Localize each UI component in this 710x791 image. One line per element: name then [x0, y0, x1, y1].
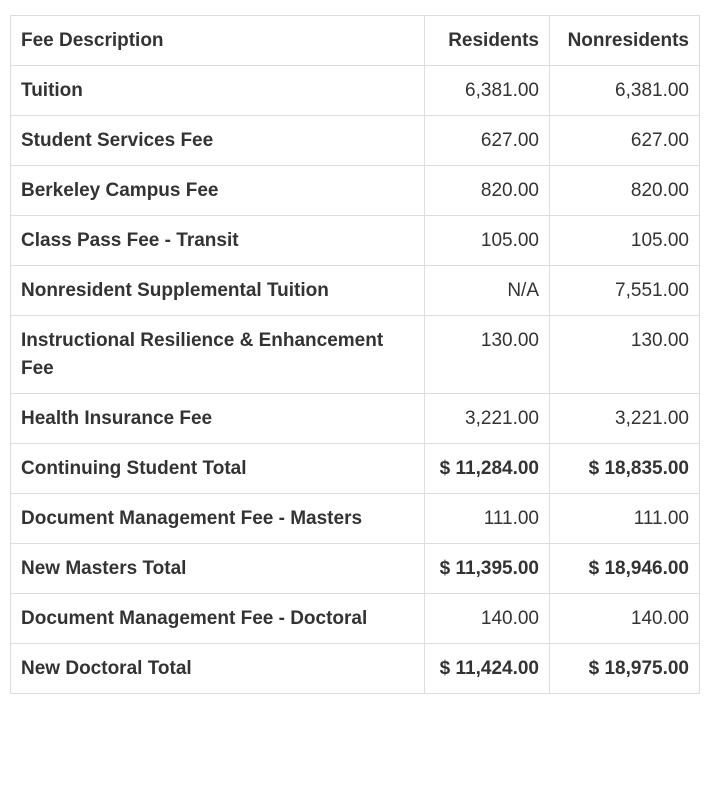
nonresidents-amount-cell: 7,551.00	[550, 266, 700, 316]
fee-table	[10, 15, 700, 694]
fee-description-cell: Instructional Resilience & Enhancement Fee	[11, 316, 425, 394]
nonresidents-amount-cell: 820.00	[550, 166, 700, 216]
fee-description-cell: Document Management Fee - Doctoral	[11, 594, 425, 644]
table-row	[11, 166, 700, 216]
table-row	[11, 494, 700, 544]
residents-amount-cell: $ 11,395.00	[425, 544, 550, 594]
nonresidents-amount-cell: $ 18,946.00	[550, 544, 700, 594]
residents-amount-cell: $ 11,284.00	[425, 444, 550, 494]
nonresidents-amount-cell: 6,381.00	[550, 66, 700, 116]
table-header-row	[11, 16, 700, 66]
fee-description-cell: Berkeley Campus Fee	[11, 166, 425, 216]
residents-amount-cell: 111.00	[425, 494, 550, 544]
residents-amount-cell: 820.00	[425, 166, 550, 216]
table-row	[11, 116, 700, 166]
table-row	[11, 544, 700, 594]
fee-description-cell: New Masters Total	[11, 544, 425, 594]
nonresidents-amount-cell: 130.00	[550, 316, 700, 394]
header-nonresidents: Nonresidents	[550, 16, 700, 66]
nonresidents-amount-cell: 627.00	[550, 116, 700, 166]
residents-amount-cell: 627.00	[425, 116, 550, 166]
fee-description-cell: Tuition	[11, 66, 425, 116]
table-row	[11, 66, 700, 116]
fee-table-container	[10, 15, 700, 694]
fee-description-cell: Nonresident Supplemental Tuition	[11, 266, 425, 316]
fee-description-cell: Document Management Fee - Masters	[11, 494, 425, 544]
table-row	[11, 316, 700, 394]
table-row	[11, 394, 700, 444]
table-row	[11, 594, 700, 644]
residents-amount-cell: $ 11,424.00	[425, 644, 550, 694]
header-residents: Residents	[425, 16, 550, 66]
residents-amount-cell: N/A	[425, 266, 550, 316]
residents-amount-cell: 6,381.00	[425, 66, 550, 116]
fee-description-cell: Student Services Fee	[11, 116, 425, 166]
table-body	[11, 66, 700, 694]
header-fee-description: Fee Description	[11, 16, 425, 66]
residents-amount-cell: 140.00	[425, 594, 550, 644]
fee-description-cell: Continuing Student Total	[11, 444, 425, 494]
fee-description-cell: Class Pass Fee - Transit	[11, 216, 425, 266]
residents-amount-cell: 130.00	[425, 316, 550, 394]
nonresidents-amount-cell: $ 18,975.00	[550, 644, 700, 694]
nonresidents-amount-cell: 111.00	[550, 494, 700, 544]
nonresidents-amount-cell: 140.00	[550, 594, 700, 644]
residents-amount-cell: 3,221.00	[425, 394, 550, 444]
table-row	[11, 266, 700, 316]
fee-description-cell: Health Insurance Fee	[11, 394, 425, 444]
nonresidents-amount-cell: 105.00	[550, 216, 700, 266]
nonresidents-amount-cell: 3,221.00	[550, 394, 700, 444]
fee-description-cell: New Doctoral Total	[11, 644, 425, 694]
table-row	[11, 444, 700, 494]
residents-amount-cell: 105.00	[425, 216, 550, 266]
table-row	[11, 216, 700, 266]
nonresidents-amount-cell: $ 18,835.00	[550, 444, 700, 494]
table-row	[11, 644, 700, 694]
